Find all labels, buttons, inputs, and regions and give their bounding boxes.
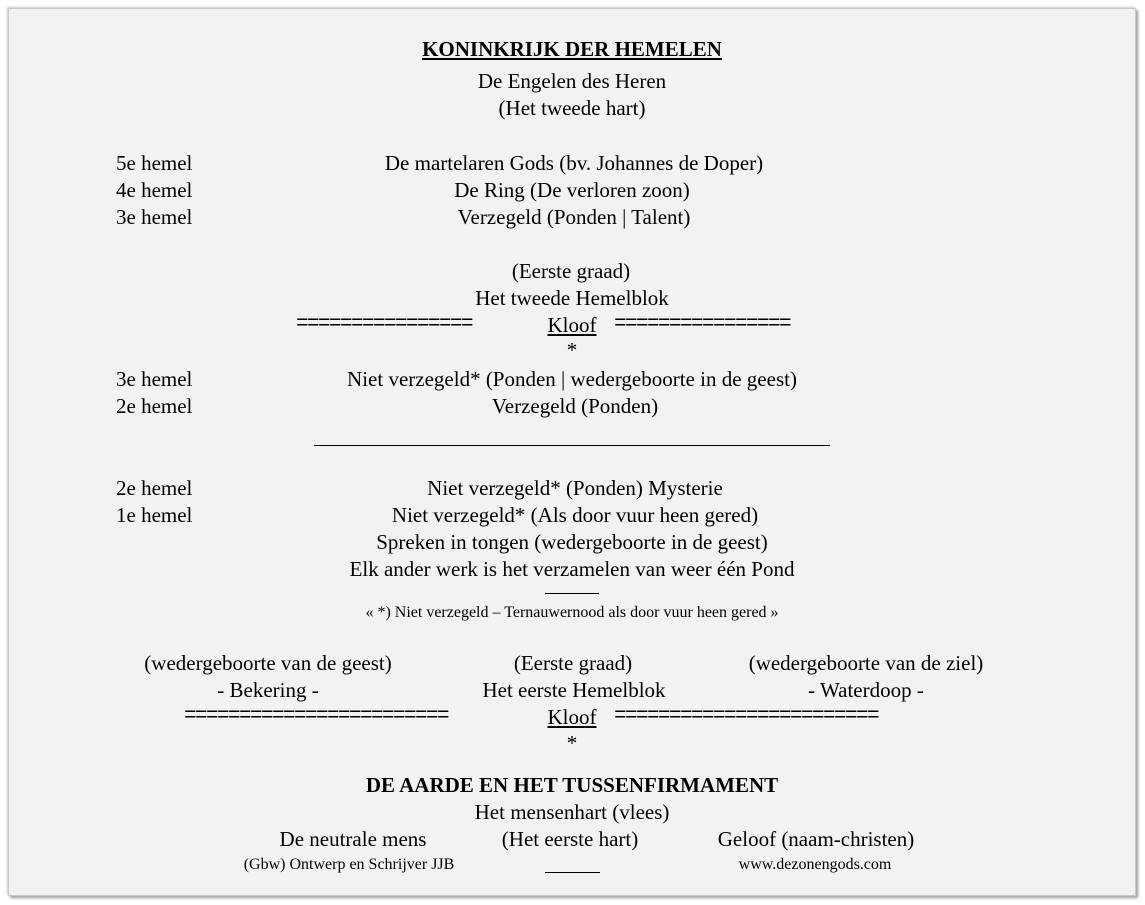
- kloof-label: Kloof: [547, 313, 597, 337]
- left-column-top: (wedergeboorte van de geest): [144, 651, 392, 675]
- level-label: 4e hemel: [116, 178, 193, 202]
- level-description: Verzegeld (Ponden): [491, 394, 659, 418]
- footnote: « *) Niet verzegeld – Ternauwernood als door vuur heen gered »: [365, 604, 779, 621]
- grade-label: (Eerste graad): [513, 651, 633, 675]
- short-rule: [545, 593, 599, 594]
- right-column-top: (wedergeboorte van de ziel): [748, 651, 984, 675]
- level-description: Niet verzegeld* (Als door vuur heen gered): [391, 503, 759, 527]
- collect-pound-line: Elk ander werk is het verzamelen van weer één Pond: [349, 557, 795, 581]
- credit-text: (Gbw) Ontwerp en Schrijver JJB: [243, 856, 455, 873]
- level-description: De martelaren Gods (bv. Johannes de Doper): [384, 151, 764, 175]
- subtitle-angels: De Engelen des Heren: [477, 69, 667, 93]
- level-label: 3e hemel: [116, 367, 193, 391]
- level-label: 2e hemel: [116, 394, 193, 418]
- subtitle-second-heart: (Het tweede hart): [498, 96, 646, 120]
- divider-left: ========================: [184, 705, 449, 728]
- grade-label: (Eerste graad): [511, 259, 631, 283]
- separator-line: [314, 445, 830, 446]
- website-text: www.dezonengods.com: [738, 856, 892, 873]
- page-title: KONINKRIJK DER HEMELEN: [422, 37, 722, 61]
- document-page: [8, 8, 1136, 896]
- star-marker: *: [566, 731, 578, 755]
- divider-right: ================: [614, 313, 791, 336]
- first-heart: (Het eerste hart): [501, 827, 639, 851]
- level-label: 3e hemel: [116, 205, 193, 229]
- block-name: Het tweede Hemelblok: [475, 286, 669, 310]
- star-marker: *: [566, 338, 578, 362]
- level-description: De Ring (De verloren zoon): [454, 178, 690, 202]
- tongues-line: Spreken in tongen (wedergeboorte in de geest): [376, 530, 768, 554]
- short-rule: [545, 872, 600, 873]
- human-heart-line: Het mensenhart (vlees): [474, 800, 670, 824]
- level-label: 1e hemel: [116, 503, 193, 527]
- level-description: Verzegeld (Ponden | Talent): [457, 205, 691, 229]
- level-description: Niet verzegeld* (Ponden | wedergeboorte in de geest): [347, 367, 797, 391]
- faith-label: Geloof (naam-christen): [717, 827, 915, 851]
- block-name: Het eerste Hemelblok: [482, 678, 666, 702]
- neutral-person: De neutrale mens: [279, 827, 427, 851]
- left-column-bottom: - Bekering -: [217, 678, 319, 702]
- divider-right: ========================: [614, 705, 879, 728]
- right-column-bottom: - Waterdoop -: [808, 678, 924, 702]
- kloof-label: Kloof: [547, 705, 597, 729]
- level-label: 2e hemel: [116, 476, 193, 500]
- level-label: 5e hemel: [116, 151, 193, 175]
- level-description: Niet verzegeld* (Ponden) Mysterie: [427, 476, 723, 500]
- earth-heading: DE AARDE EN HET TUSSENFIRMAMENT: [365, 773, 779, 797]
- divider-left: ================: [296, 313, 473, 336]
